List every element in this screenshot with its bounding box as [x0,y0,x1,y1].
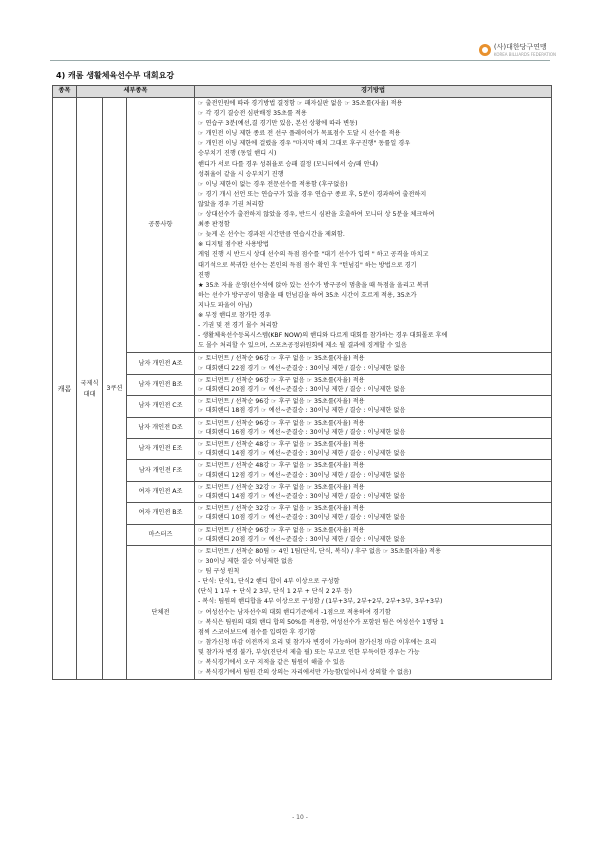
common-rule-line: ☞ 개인전 이닝 제한에 걸렸을 경우 "마지막 배치 그대로 후구진행" 동률일 경우 [198,140,411,148]
team-rule-line: 및 참가자 변경 불가, 부상(진단서 제출 필) 또는 부고로 인한 부득이한 경우는 가능 [198,648,420,656]
logo-text: (사)대한당구연맹 [493,43,547,51]
table-row-division [53,417,552,438]
team-rule-line: ☞ 팀 구성 원칙 [198,568,240,576]
division-rule-line: ☞ 토너먼트 / 선착순 96강 ☞ 후구 없음 ☞ 35초룰(자율) 적용 [198,355,365,363]
team-rule-line: 점씩 스코어보드에 점수를 입력한 후 경기함 [198,628,316,636]
table-row-division [53,396,552,417]
header-subcategory: 세부종목 [77,86,195,98]
common-rule-line: ☞ 개인전 이닝 제한 종료 전 선구 플레이어가 목표점수 도달 시 선수를 적용 [198,130,401,138]
table-row-division [53,524,552,545]
common-rule-line: ☞ 출전인원에 따라 경기방법 결정함 ☞ 패자실판 없음 ☞ 35초룰(자율) 적용 [198,100,403,107]
team-rule-line: ☞ 토너먼트 / 선착순 80팀 ☞ 4인 1팀(단식, 단식, 복식) / 후구 없음 ☞ 35초룰(자율) 적용 [198,548,441,555]
division-rule-line: ☞ 대회핸디 20점 경기 ☞ 예선~준결승 : 30이닝 제한 / 결승 : 이닝제한 없음 [198,385,406,393]
division-rules [195,524,552,545]
division-rule-line: ☞ 대회핸디 16점 경기 ☞ 예선~준결승 : 30이닝 제한 / 결승 : 이닝제한 없음 [198,428,406,436]
common-rule-line: 않았을 경우 기권 처리함 [198,200,264,208]
common-rule-line: - 기권 및 전 경기 몰수 처리함 [198,322,278,330]
team-label: 단체전 [127,546,195,680]
common-rule-line: 게임 진행 시 반드시 상대 선수의 득점 점수를 "대기 선수가 입력 " 하고 공격을 마치고 [198,251,429,259]
table-row-division [53,481,552,502]
division-rules [195,438,552,459]
division-rules [195,374,552,395]
table-header-row [53,86,552,98]
table-row-division [53,353,552,374]
header-category: 종목 [53,86,77,98]
division-rule-line: ☞ 토너먼트 / 선착순 48강 ☞ 후구 없음 ☞ 35초룰(자율) 적용 [198,462,365,470]
division-rules [195,396,552,417]
team-rule-line: ☞ 30이닝 제한 결승 이닝제한 없음 [198,558,293,566]
common-rule-line: ☞ 상대선수가 출전하지 않았을 경우, 반드시 심판을 호출하여 모니터 상 5분을 체크하여 [198,211,435,219]
table-row-division [53,460,552,481]
federation-logo [479,42,556,57]
division-rule-line: ☞ 토너먼트 / 선착순 96강 ☞ 후구 없음 ☞ 35초룰(자율) 적용 [198,419,365,427]
division-rule-line: ☞ 대회핸디 18점 경기 ☞ 예선~준결승 : 30이닝 제한 / 결승 : 이닝제한 없음 [198,407,406,415]
common-rule-line: 최종 판정함 [198,221,230,229]
table-row-division [53,374,552,395]
sub2-cell: 3쿠션 [103,98,127,680]
common-rule-line: 진행 [198,271,210,279]
division-name: 여자 개인전 B조 [127,503,195,524]
team-rule-line: ☞ 복식경기에서 팀원 간의 상의는 자리에서만 가능함(일어나서 상의할 수 없음) [198,669,412,677]
division-rule-line: ☞ 토너먼트 / 선착순 32강 ☞ 후구 없음 ☞ 35초룰(자율) 적용 [198,505,365,513]
division-rule-line: ☞ 대회핸디 12점 경기 ☞ 예선~준결승 : 30이닝 제한 / 결승 : 이닝제한 없음 [198,471,406,479]
header-method: 경기방법 [195,86,552,98]
team-rules [195,546,552,680]
team-rule-line: (단식 1 1부 + 단식 2 3부, 단식 1 2부 + 단식 2 2부 등) [198,588,352,596]
page-number: - 10 - [292,814,308,821]
rules-table [52,85,552,680]
common-rule-line: - 생활체육선수등록시스템(KBF NOW)의 핸디와 다르게 대회를 참가하는 경우 대회몰로 후에 [198,332,448,340]
division-rule-line: ☞ 토너먼트 / 선착순 32강 ☞ 후구 없음 ☞ 35초룰(자율) 적용 [198,483,365,491]
header-rule [50,60,550,61]
team-rule-line: ☞ 여성선수는 남자선수의 대회 핸디기준에서 -1점으로 적용하여 경기함 [198,608,391,616]
common-rule-line: ☞ 경기 개시 선언 또는 연습구가 있을 경우 연습구 종료 후, 5분이 경과하여 출전하지 [198,190,427,198]
division-rules [195,353,552,374]
division-rule-line: ☞ 토너먼트 / 선착순 48강 ☞ 후구 없음 ☞ 35초룰(자율) 적용 [198,440,365,448]
team-rule-line: ☞ 참가신청 마감 이전까지 요리 및 참가자 변경이 가능하며 참가신청 마감 이후에는 요리 [198,638,437,646]
division-rule-line: ☞ 대회핸디 14점 경기 ☞ 예선~준결승 : 30이닝 제한 / 결승 : 이닝제한 없음 [198,492,406,500]
division-rules [195,460,552,481]
common-rule-line: ※ 부정 핸디로 참가한 경우 [198,311,271,319]
division-rule-line: ☞ 대회핸디 22점 경기 ☞ 예선~준결승 : 30이닝 제한 / 결승 : 이닝제한 없음 [198,364,406,372]
division-rule-line: ☞ 토너먼트 / 선착순 96강 ☞ 후구 없음 ☞ 35초룰(자율) 적용 [198,526,365,534]
table-row-division [53,438,552,459]
division-name: 남자 개인전 D조 [127,417,195,438]
common-rule-line: ☞ 이닝 제한이 없는 경우 전문선수를 적용함 (후구없음) [198,180,348,188]
common-rule-line: 지나도 파울이 아님) [198,301,253,309]
division-rules [195,417,552,438]
division-name: 마스터즈 [127,524,195,545]
division-rules [195,503,552,524]
division-name: 남자 개인전 E조 [127,438,195,459]
common-rule-line: 승부치기 진행 (동일 핸디 시) [198,150,277,158]
division-rule-line: ☞ 대회핸디 14점 경기 ☞ 예선~준결승 : 30이닝 제한 / 결승 : 이닝제한 없음 [198,450,406,458]
common-label: 공통사항 [127,98,195,353]
common-rule-line: 성취율이 같을 시 승부치기 진행 [198,170,284,178]
logo-subtext: KOREA BILLIARDS FEDERATION [493,52,556,57]
category-cell: 캐롬 [53,98,77,680]
common-rule-line: 대기석으로 복귀한 선수는 본인의 득점 점수 확인 후 "턴넘김" 하는 방법으로 경기 [198,261,417,269]
sub1-cell: 국제식 대대 [77,98,103,680]
division-name: 남자 개인전 C조 [127,396,195,417]
division-name: 여자 개인전 A조 [127,481,195,502]
common-rule-line: 하는 선수가 방구공이 멈춤을 때 턴넘김을 하여 35초 시간이 흐르게 적용, 35초가 [198,291,417,299]
team-rule-line: - 복식: 팀원의 핸디합을 4부 이상으로 구성함 / (1부+3부, 2부+2부, 2부+3부, 3부+3부) [198,598,443,606]
table-row-division [53,503,552,524]
common-rule-line: ★ 35초 자율 운영(선수석에 앉아 있는 선수가 방구공이 멈춤을 때 득점을 올리고 복귀 [198,281,429,289]
division-rules [195,481,552,502]
common-rule-line: ☞ 각 경기 결승전 심판배정 35초룰 적용 [198,110,307,118]
division-rule-line: ☞ 대회핸디 10점 경기 ☞ 예선~준결승 : 30이닝 제한 / 결승 : 이닝제한 없음 [198,514,406,522]
division-name: 남자 개인전 B조 [127,374,195,395]
section-title: 4) 캐롬 생활체육선수부 대회요강 [56,71,175,80]
team-rule-line: - 단식: 단식1, 단식2 핸디 합이 4부 이상으로 구성함 [198,578,340,586]
table-row-team [53,546,552,680]
division-name: 남자 개인전 F조 [127,460,195,481]
common-rule-line: 도 몰수 처리할 수 있으며, 스포츠공정위원회에 제소 될 결과에 징계할 수 있음 [198,342,407,350]
division-name: 남자 개인전 A조 [127,353,195,374]
division-rule-line: ☞ 토너먼트 / 선착순 96강 ☞ 후구 없음 ☞ 35초룰(자율) 적용 [198,398,365,406]
common-rule-line: 핸디가 서로 다를 경우 성취율로 승패 결정 (모니터에서 승/패 안내) [198,160,379,168]
common-rule-line: ※ 디지털 점수판 사용방법 [198,241,269,249]
common-rule-line: ☞ 늦게 온 선수는 경과된 시간만큼 연습시간을 제외함. [198,231,345,239]
team-rule-line: ☞ 복식경기에서 오구 지적을 같은 팀원이 해줄 수 있음 [198,659,345,667]
team-rule-line: ☞ 복식은 팀원의 대회 핸디 합의 50%를 적용함, 여성선수가 포함된 팀은 여성선수 1명당 1 [198,618,444,626]
logo-text-wrap [494,42,556,57]
common-rule-line: ☞ 연습구 3분(예선,결 경기만 있음, 본선 상황에 따라 변동) [198,120,358,128]
table-row-common [53,98,552,353]
federation-logo-icon [479,44,491,56]
common-rules [195,98,552,353]
division-rule-line: ☞ 토너먼트 / 선착순 96강 ☞ 후구 없음 ☞ 35초룰(자율) 적용 [198,376,365,384]
division-rule-line: ☞ 대회핸디 20점 경기 ☞ 예선~준결승 : 30이닝 제한 / 결승 : 이닝제한 없음 [198,535,406,543]
